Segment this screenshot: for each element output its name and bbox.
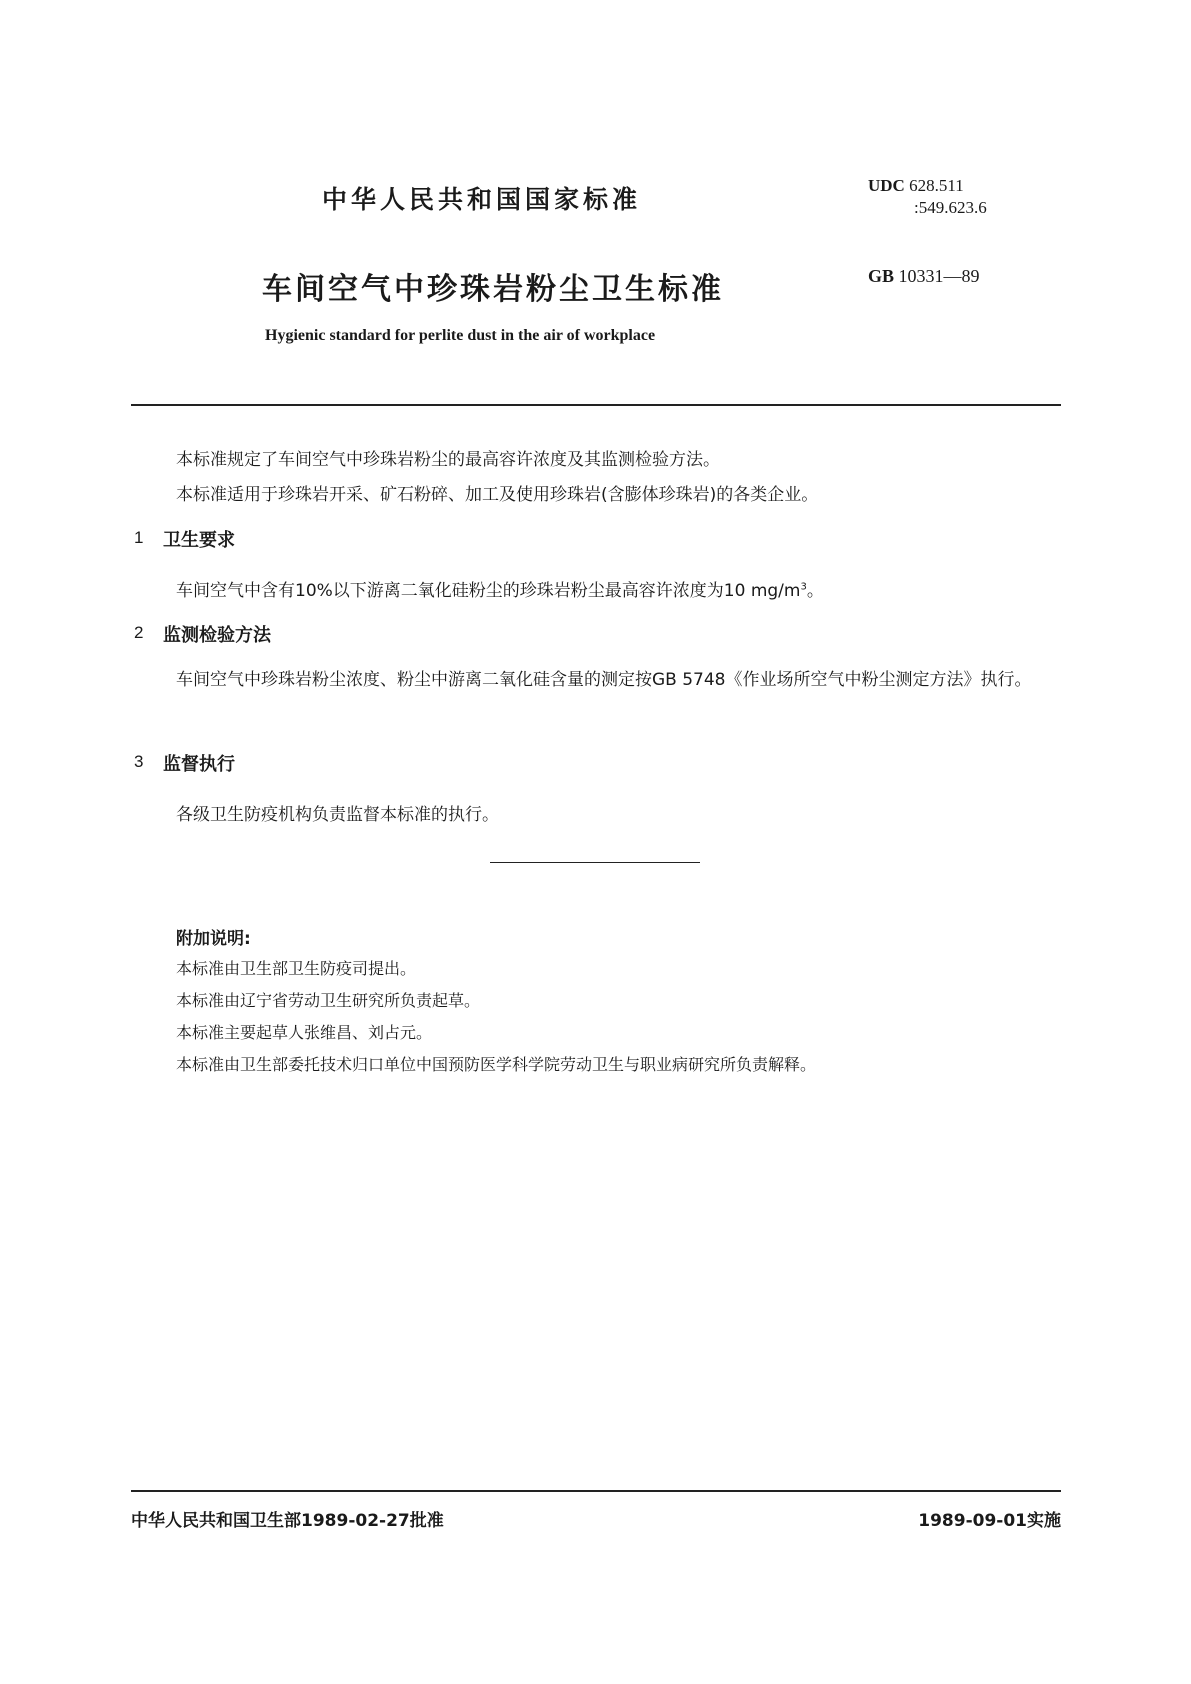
superscript-3: 3 <box>800 581 807 593</box>
section-3-number: 3 <box>134 752 144 771</box>
udc-label: UDC <box>868 176 905 195</box>
document-title: 车间空气中珍珠岩粉尘卫生标准 <box>262 272 724 307</box>
national-standard-heading: 中华人民共和国国家标准 <box>322 185 642 214</box>
intro-paragraph-1: 本标准规定了车间空气中珍珠岩粉尘的最高容许浓度及其监测检验方法。 <box>176 450 720 470</box>
section-2-number: 2 <box>134 623 144 642</box>
notes-title: 附加说明: <box>176 929 251 949</box>
section-1-title: 卫生要求 <box>163 530 235 551</box>
section-1-text: 车间空气中含有10%以下游离二氧化硅粉尘的珍珠岩粉尘最高容许浓度为10 mg/m <box>176 581 801 601</box>
section-3-body: 各级卫生防疫机构负责监督本标准的执行。 <box>176 805 499 825</box>
top-divider <box>131 404 1061 406</box>
section-2-body: 车间空气中珍珠岩粉尘浓度、粉尘中游离二氧化硅含量的测定按GB 5748《作业场所空气中粉尘测定方法》执行。 <box>176 670 1032 690</box>
note-item: 本标准由卫生部委托技术归口单位中国预防医学科学院劳动卫生与职业病研究所负责解释。 <box>176 1055 817 1074</box>
udc-code <box>868 175 987 219</box>
note-item: 本标准由辽宁省劳动卫生研究所负责起草。 <box>176 991 481 1010</box>
gb-number: 10331—89 <box>898 266 980 286</box>
middle-divider <box>490 862 700 863</box>
section-1-number: 1 <box>134 528 144 547</box>
gb-code <box>868 266 980 287</box>
effective-date: 1989-09-01实施 <box>918 1511 1061 1531</box>
gb-label: GB <box>868 266 895 286</box>
english-title: Hygienic standard for perlite dust in the air of workplace <box>265 327 656 344</box>
intro-paragraph-2: 本标准适用于珍珠岩开采、矿石粉碎、加工及使用珍珠岩(含膨体珍珠岩)的各类企业。 <box>176 485 819 505</box>
section-2-title: 监测检验方法 <box>163 625 271 646</box>
section-3-title: 监督执行 <box>163 754 235 775</box>
approval-date: 中华人民共和国卫生部1989-02-27批准 <box>131 1511 444 1531</box>
section-1-body <box>176 576 824 601</box>
note-item: 本标准由卫生部卫生防疫司提出。 <box>176 959 417 978</box>
bottom-divider <box>131 1490 1061 1492</box>
udc-line1: 628.511 <box>909 176 964 195</box>
section-1-tail: 。 <box>806 581 824 601</box>
note-item: 本标准主要起草人张维昌、刘占元。 <box>176 1023 433 1042</box>
udc-line2: :549.623.6 <box>914 198 987 217</box>
